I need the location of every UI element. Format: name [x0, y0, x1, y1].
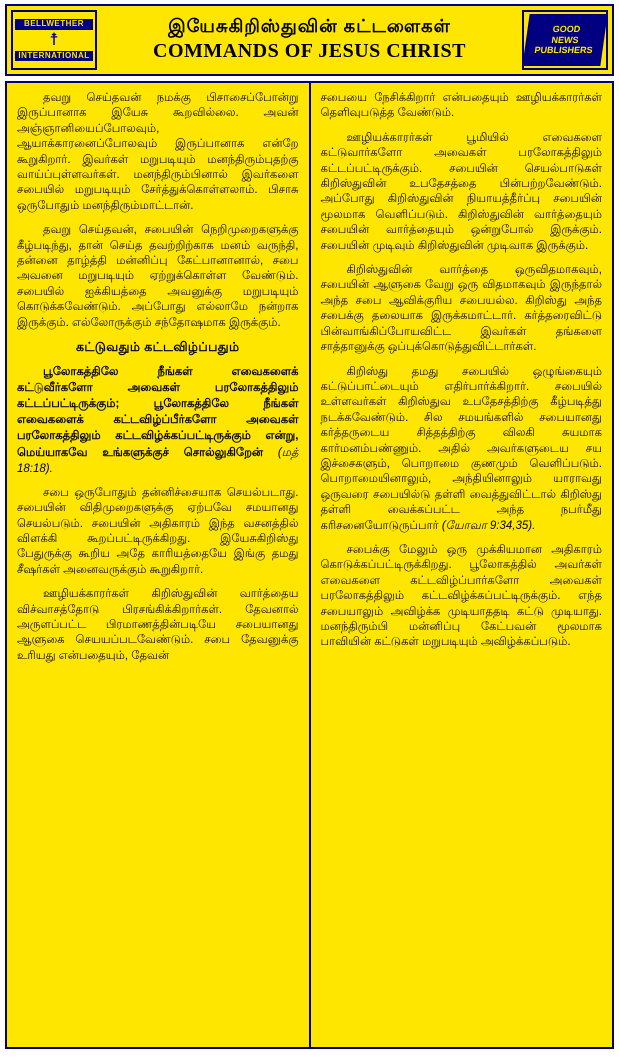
- paragraph: கிறிஸ்துவின் வார்த்தை ஒருவிதமாகவும், சபையின் ஆளுகை வேறு ஒரு விதமாகவும் இருந்தால் அந்த சபை ஆவிக்குரிய சபையல்ல. கிறிஸ்து அந்த சபைக்கு தலையாக இருக்கமாட்டார். கர்த்தரைவிட்டு பின்வாங்கிப்போயவிட்ட இவர்கள் தங்களை சாத்தானுக்கு ஒப்புக்கொடுத்துவிட்டார்கள்.: [320, 264, 602, 354]
- page-title-english: COMMANDS OF JESUS CHRIST: [153, 40, 466, 63]
- title-block: [101, 6, 518, 74]
- good-news-publishers-logo: [522, 10, 608, 70]
- column-left: [7, 83, 311, 1047]
- good-news-publishers-inner: [522, 14, 607, 66]
- gnp-line-2: NEWS: [550, 34, 580, 45]
- scripture-quote-text: பூலோகத்திலே நீங்கள் எவைகளைக் கட்டுவீர்களோ அவைகள் பரலோகத்திலும் கட்டப்பட்டிருக்கும்; பூலோகத்திலே நீங்கள் எவைகளைக் கட்டவிழ்ப்பீர்களோ அவைகள் பரலோகத்திலும் கட்டவிழ்க்கப்பட்டிருக்கும் என்று, மெய்யாகவே உங்களுக்குச் சொல்லுகிறேன்: [17, 366, 299, 459]
- document-header: [5, 4, 614, 76]
- bellwether-top-band: BELLWETHER: [15, 19, 93, 30]
- section-subheading: கட்டுவதும் கட்டவிழ்ப்பதும்: [75, 340, 240, 355]
- page-title-tamil: இயேசுகிறிஸ்துவின் கட்டளைகள்: [168, 15, 451, 36]
- paragraph: ஊழியக்காரர்கள் பூமியில் எவைகளை கட்டுவார்களோ அவைகள் பரலோகத்திலும் கட்டப்பட்டிருக்கும். சபையின் செயல்பாடுகள் கிறிஸ்துவின் உபதேசத்தை பின்பற்றவேண்டும். அப்போது கிறிஸ்துவின் நியாயத்தீர்ப்பு சபையின் மூலமாக வெளிப்படும். கிறிஸ்துவின் வார்த்தையும் சபையின் வார்த்தையும் ஒன்றுபோல் இருக்கும். சபையின் முடிவும் கிறிஸ்துவின் முடிவாக இருக்கும்.: [320, 131, 602, 252]
- gnp-line-1: GOOD: [552, 24, 581, 35]
- bellwether-bottom-band: INTERNATIONAL: [15, 51, 93, 62]
- bellwether-emblem-wrap: [15, 30, 93, 51]
- scripture-reference: (யோவா 9:34,35).: [441, 519, 536, 532]
- scripture-reference: (மத் 18:18).: [17, 446, 299, 475]
- bellwether-international-logo: [11, 10, 97, 70]
- paragraph: தவறு செய்தவன், சபையின் நெறிமுறைகளுக்கு கீழ்படிந்து, தான் செய்த தவற்றிற்காக மனம் வருந்தி, தன்னை தாழ்த்தி மன்னிப்பு கேட்பானானால், சபை அவனை மறுபடியும் ஏற்றுக்கொள்ள வேண்டும். சபையில் ஐக்கியத்தை அவனுக்கு மறுபடியும் கொடுக்கவேண்டும். அப்போது எல்லாமே நன்றாக இருக்கும். எல்லோருக்கும் சந்தோஷமாக இருக்கும்.: [17, 224, 299, 329]
- scripture-quote: [17, 364, 299, 477]
- paragraph: தவறு செய்தவன் நமக்கு பிசாசைப்போன்று இருப்பானாக இயேசு கூறவில்லை. அவன் அஞ்ஞானியைப்போலவும், ஆயாக்காரனைப்போலவும் இருப்பானாக என்றே கூறுகிறார். இவர்கள் மறுபடியும் மனந்திரும்புதற்கு வாய்ப்புள்ளவர்கள். மனந்திரும்பினால் இவர்களை சபையில் மறுபடியும் சேர்த்துக்கொள்ளலாம். பிசாசு ஒருபோதும் மனந்திரும்மாட்டான்.: [17, 92, 299, 212]
- paragraph: [321, 365, 603, 534]
- column-right: [311, 83, 613, 1047]
- paragraph-text: கிறிஸ்து தமது சபையில் ஒழுங்கையும் கட்டுப்பாட்டையும் எதிர்பார்க்கிறார். சபையில் உள்ளவர்கள் கிறிஸ்துவ உபதேசத்திற்கு கீழ்படித்து நடக்கவேண்டும். சில சமயங்களில் சபையானது கர்த்தருடைய சித்தத்திற்கு விலகி சுயமாக கார்மனம்பண்ணும். அதில் அவர்களுடைய சய இச்சைகளும், பொறாமை குணமும் வெளிப்படும். பொறாமையினாலும், அந்தியினாலும் யாராவது ஒருவரை சபையில்டு தள்ளி வைத்துவிட்டால் கிறிஸ்து தள்ளி வைக்கப்பட்ட அந்த நபர்மீது கரிசனையோடுருப்பார்: [320, 365, 602, 532]
- paragraph: ஊழியக்காரர்கள் கிறிஸ்துவின் வார்த்தைய விச்வாசத்தோடு பிரசங்கிக்கிறார்கள். தேவனால் அருளப்பட்ட பிரமாணத்தின்படியே சபையானது ஆளுகை செயயப்படவேண்டும். சபை தேவனுக்கு உரியது என்பதையும், தேவன்: [17, 588, 299, 662]
- paragraph: சபைக்கு மேலும் ஒரு முக்கியமான அதிகாரம் கொடுக்கப்பட்டிருக்கிறது. பூலோகத்தில் அவர்கள் எவைகளை கட்டவிழ்ப்பார்களோ அவைகள் பரலோகத்திலும் கட்டவிழ்க்கப்பட்டிருக்கும். எந்த சபையாலும் அவிழ்க்க முடியாததடி கட்டு முடியாது. மனந்திரும்பி மன்னிப்பு கேட்பவன் மூலமாக பாவியின் கட்டுகள் மறுபடியும் அவிழ்க்கப்படும்.: [320, 543, 602, 649]
- gnp-line-3: PUBLISHERS: [533, 45, 594, 56]
- content-frame: [5, 81, 614, 1049]
- document-page: [0, 4, 619, 1063]
- paragraph: சபையை நேசிக்கிறார் என்பதையும் ஊழியக்காரர்கள் தெளிவுபடுத்த வேண்டும்.: [320, 92, 602, 120]
- paragraph: சபை ஒருபோதும் தன்னிச்சையாக செயல்படாது. சபையின் விதிமுறைகளுக்கு ஏற்பவே சமயானது செயல்படும். சபையின் அதிகாரம் இந்த வசனத்தில் விளக்கி கூறப்பட்டிருக்கிறது. இயேசுகிறிஸ்து பேதுருக்கு கூறிய அதே காரியத்தையே இங்கு தமது சீஷர்கள் அனைவருக்கும் கூறுகிறார்.: [17, 486, 299, 576]
- tower-emblem-icon: ☨: [49, 29, 59, 49]
